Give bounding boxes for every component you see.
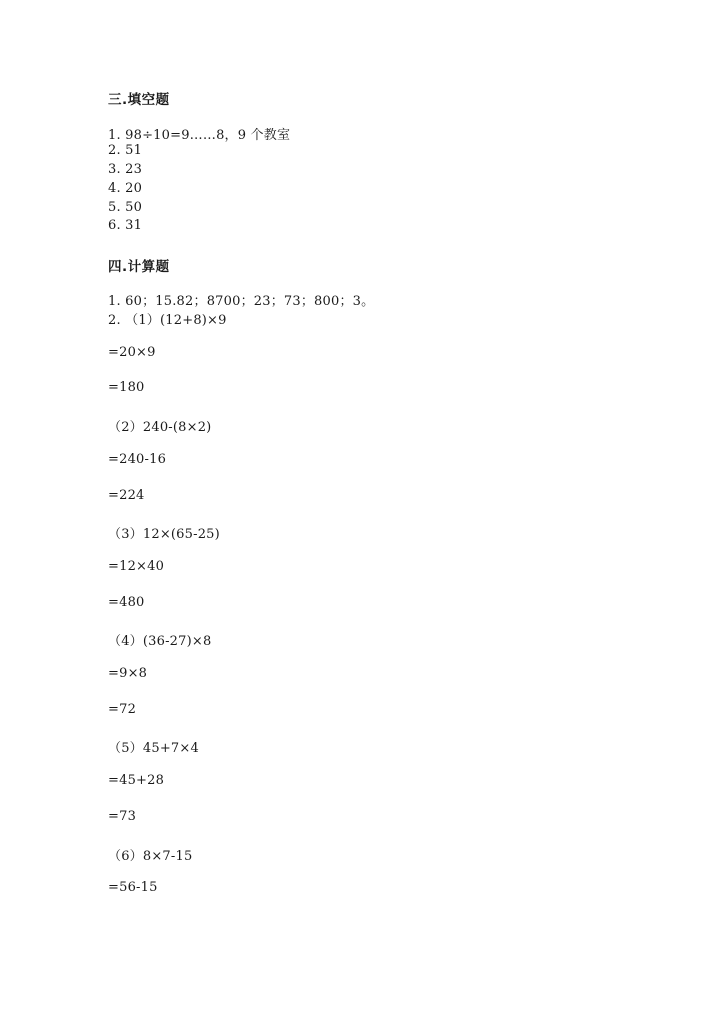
section-title-calculation: 四.计算题 [108,259,170,275]
fill-answer-4: 4. 20 [108,181,143,196]
calc-result: =224 [108,488,145,503]
fill-answer-2: 2. 51 [108,143,143,158]
calc-problem-5: （5）45+7×4 [108,741,199,756]
fill-answer-1: 1. 98÷10=9……8，9 个教室 [108,128,291,143]
section-title-fill-in: 三.填空题 [108,92,170,108]
calc-result: =72 [108,702,137,717]
calc-result: =73 [108,809,137,824]
calc-problem-3: （3）12×(65-25) [108,527,220,542]
calc-step: =240-16 [108,452,167,467]
calc-result: =480 [108,595,145,610]
calc-step: =12×40 [108,559,165,574]
calc-answer-1: 1. 60；15.82；8700；23；73；800；3。 [108,294,375,309]
calc-problem-6: （6）8×7-15 [108,849,193,864]
calc-problem-4: （4）(36-27)×8 [108,634,212,649]
calc-problem-2: （2）240-(8×2) [108,420,212,435]
fill-answer-3: 3. 23 [108,162,143,177]
fill-answer-5: 5. 50 [108,200,143,215]
fill-answer-6: 6. 31 [108,218,143,233]
calc-step: =9×8 [108,666,148,681]
calc-step: =45+28 [108,773,165,788]
calc-step: =56-15 [108,880,158,895]
calc-result: =180 [108,380,145,395]
calc-problem-1: 2. （1）(12+8)×9 [108,313,227,328]
calc-step: =20×9 [108,345,156,360]
